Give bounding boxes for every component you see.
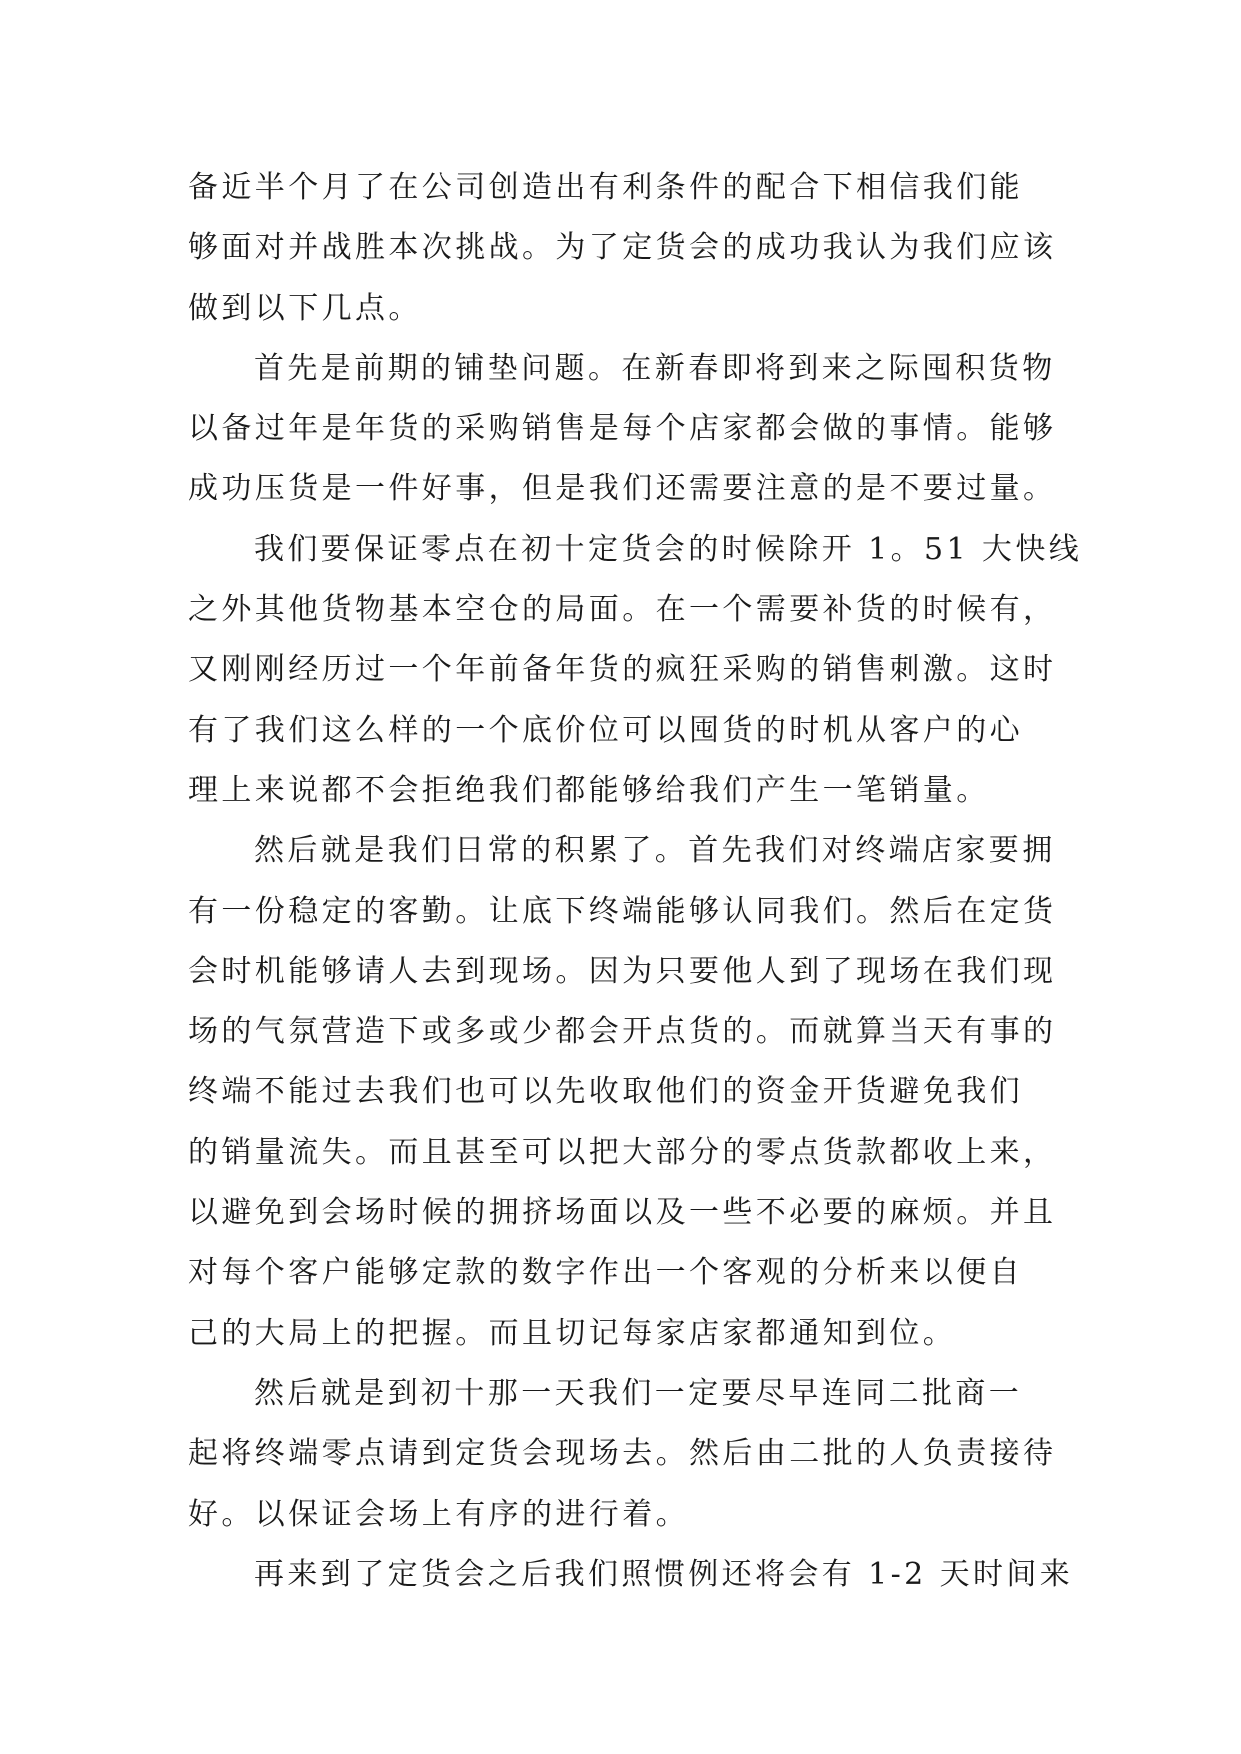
paragraph-1 bbox=[188, 158, 1056, 339]
document-body bbox=[188, 158, 1083, 1605]
paragraph-5 bbox=[188, 1364, 1056, 1545]
text-line: 然后就是到初十那一天我们一定要尽早连同二批商一 bbox=[254, 1375, 1023, 1411]
text-line: 再来到了定货会之后我们照惯例还将会有 1-2 天时间来 bbox=[254, 1556, 1074, 1592]
text-line: 己的大局上的把握。而且切记每家店家都通知到位。 bbox=[188, 1315, 957, 1351]
text-line: 有了我们这么样的一个底价位可以囤货的时机从客户的心 bbox=[188, 712, 1023, 748]
paragraph-3 bbox=[188, 520, 1083, 821]
text-line: 起将终端零点请到定货会现场去。然后由二批的人负责接待 bbox=[188, 1436, 1057, 1472]
text-line: 备近半个月了在公司创造出有利条件的配合下相信我们能 bbox=[188, 170, 1023, 205]
paragraph-6 bbox=[188, 1545, 1074, 1605]
text-line: 以避免到会场时候的拥挤场面以及一些不必要的麻烦。并且 bbox=[188, 1195, 1057, 1231]
text-line: 以备过年是年货的采购销售是每个店家都会做的事情。能够 bbox=[188, 411, 1057, 447]
text-line: 又刚刚经历过一个年前备年货的疯狂采购的销售刺激。这时 bbox=[188, 652, 1057, 688]
text-line: 有一份稳定的客勤。让底下终端能够认同我们。然后在定货 bbox=[188, 893, 1057, 929]
text-line: 够面对并战胜本次挑战。为了定货会的成功我认为我们应该 bbox=[188, 230, 1057, 266]
text-line: 场的气氛营造下或多或少都会开点货的。而就算当天有事的 bbox=[188, 1014, 1057, 1050]
text-line: 理上来说都不会拒绝我们都能够给我们产生一笔销量。 bbox=[188, 772, 990, 808]
text-line: 好。以保证会场上有序的进行着。 bbox=[188, 1496, 689, 1532]
text-line: 成功压货是一件好事，但是我们还需要注意的是不要过量。 bbox=[188, 471, 1057, 507]
paragraph-4 bbox=[188, 821, 1056, 1364]
text-line: 终端不能过去我们也可以先收取他们的资金开货避免我们 bbox=[188, 1074, 1023, 1110]
text-line: 我们要保证零点在初十定货会的时候除开 1。51 大快线 bbox=[254, 531, 1083, 567]
text-line: 然后就是我们日常的积累了。首先我们对终端店家要拥 bbox=[254, 833, 1056, 869]
text-line: 做到以下几点。 bbox=[188, 290, 422, 326]
text-line: 的销量流失。而且甚至可以把大部分的零点货款都收上来， bbox=[188, 1134, 1057, 1170]
text-line: 之外其他货物基本空仓的局面。在一个需要补货的时候有， bbox=[188, 592, 1057, 628]
text-line: 会时机能够请人去到现场。因为只要他人到了现场在我们现 bbox=[188, 953, 1057, 989]
text-line: 对每个客户能够定款的数字作出一个客观的分析来以便自 bbox=[188, 1255, 1023, 1291]
text-line: 首先是前期的铺垫问题。在新春即将到来之际囤积货物 bbox=[254, 350, 1056, 386]
paragraph-2 bbox=[188, 339, 1056, 520]
